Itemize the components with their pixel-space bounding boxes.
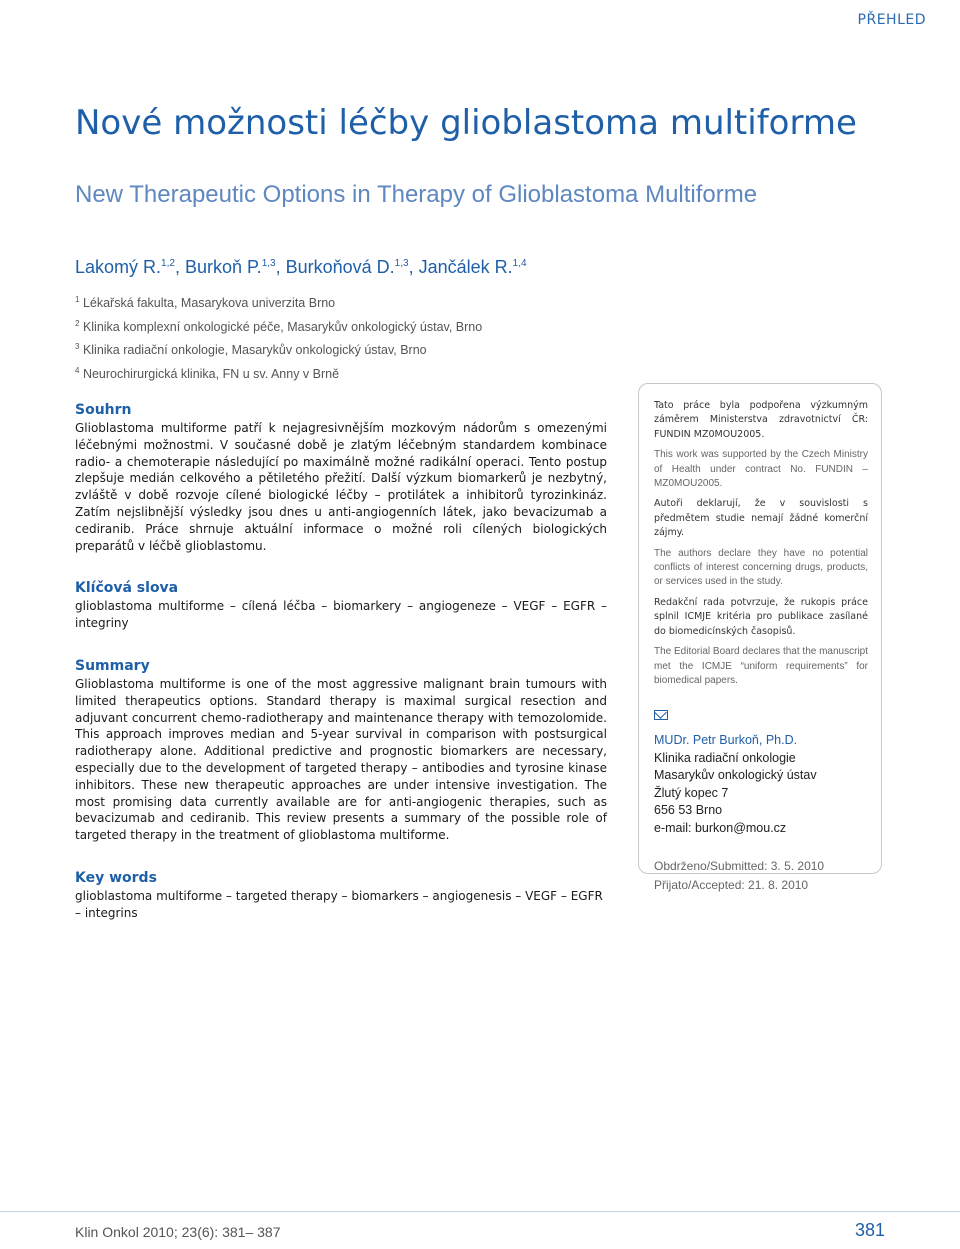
author-affiliation-ref: 1,3 <box>261 258 276 269</box>
keywords-en-text: glioblastoma multiforme – targeted therapy – biomarkers – angiogenesis – VEGF – EGFR – integrins <box>75 888 603 920</box>
author-separator: , <box>174 257 185 277</box>
footer-divider <box>0 1211 960 1212</box>
author-affiliation-ref: 1,2 <box>161 258 175 269</box>
conflict-note-en: The authors declare they have no potential conflicts of interest concerning drugs, products, or services used in the study. <box>654 547 868 588</box>
contact-line: Masarykův onkologický ústav <box>654 768 817 783</box>
abstract-en-heading: Summary <box>75 657 150 674</box>
main-column <box>75 400 607 922</box>
conflict-note-cz: Autoři deklarují, že v souvislosti s předmětem studie nemají žádné komerční zájmy. <box>654 498 868 539</box>
section-label: PŘEHLED <box>857 12 926 28</box>
author-name: Lakomý R. <box>75 257 162 277</box>
support-note-cz: Tato práce byla podpořena výzkumným záměrem Ministerstva zdravotnictví ČR: FUNDIN MZ0MOU2005. <box>654 400 868 440</box>
abstract-en-text: Glioblastoma multiforme is one of the most aggressive malignant brain tumours with limited therapeutics options. Standard therapy is maximal surgical resection and adjuvant concurrent chemo-radiotherapy and maintenance therapy with temozolomide. This approach improves median and 5-year survival in comparison with postsurgical radiotherapy alone. Additional predictive and prognostic biomarkers are necessary, especially due to the development of targeted therapy – antibodies and tyrosine kinase inhibitors. These new therapeutic approaches are under intensive investigation. The most promising data currently available are for anti-angiogenic therapies, such as bevacizumab and cediranib. This review presents a summary of the possible role of targeted therapy in the treatment of glioblastoma multiforme. <box>75 676 607 843</box>
mail-icon <box>654 710 668 720</box>
abstract-cz-text: Glioblastoma multiforme patří k nejagresivnějším mozkovým nádorům s omezenými léčebnými možnostmi. V současné době je zlatým léčebným standardem kombinace radio- a chemoterapie následující po maximálně možné radikální operaci. Tento postup zlepšuje medián celkového a pětiletého přežití. Další výzkum biomarkerů je nezbytný, zvláště v době rozvoje cílené biologické léčby – protilátek a inhibitorů tyrozinkináz. Zatím nejslibnější výsledky jsou dnes u anti-angiogenních látek, jako bevacizumab a cediranib. Práce shrnuje aktuální informace o možné roli cílených biologických preparátů v léčbě glioblastomu. <box>75 421 607 553</box>
affiliation-text: Lékařská fakulta, Masarykova univerzita Brno <box>82 296 336 311</box>
keywords-en-heading: Key words <box>75 869 157 886</box>
author-name: Jančálek R. <box>418 257 513 277</box>
author-name: Burkoň P. <box>184 257 262 277</box>
contact-line: Klinika radiační onkologie <box>654 750 796 765</box>
affiliation-text: Klinika radiační onkologie, Masarykův onkologický ústav, Brno <box>82 343 427 358</box>
affiliation-text: Klinika komplexní onkologické péče, Masarykův onkologický ústav, Brno <box>82 319 483 334</box>
board-note-en: The Editorial Board declares that the manuscript met the ICMJE “uniform requirements” for biomedical papers. <box>654 646 868 686</box>
article-title-cz: Nové možnosti léčby glioblastoma multiforme <box>75 103 857 143</box>
author-separator: , <box>275 257 286 277</box>
article-title-en: New Therapeutic Options in Therapy of Glioblastoma Multiforme <box>75 181 758 208</box>
affiliation-number: 3 <box>75 342 80 352</box>
keywords-cz-text: glioblastoma multiforme – cílená léčba – biomarkery – angiogeneze – VEGF – EGFR – integriny <box>75 599 607 631</box>
author-name: Burkoňová D. <box>285 257 395 277</box>
correspondence-address <box>654 732 868 837</box>
author-affiliation-ref: 1,4 <box>512 258 527 269</box>
affiliation-item <box>75 337 482 361</box>
author-affiliation-ref: 1,3 <box>394 258 409 269</box>
affiliation-item <box>75 314 482 338</box>
affiliation-list <box>75 290 482 385</box>
author-separator: , <box>408 257 419 277</box>
keywords-cz-heading: Klíčová slova <box>75 580 179 597</box>
journal-citation: Klin Onkol 2010; 23(6): 381– 387 <box>75 1224 281 1240</box>
contact-name: MUDr. Petr Burkoň, Ph.D. <box>654 733 798 748</box>
support-note-en: This work was supported by the Czech Ministry of Health under contract No. FUNDIN – MZ0MOU2005. <box>654 449 868 490</box>
affiliation-number: 1 <box>75 295 80 304</box>
contact-line: 656 53 Brno <box>654 803 723 818</box>
abstract-cz-heading: Souhrn <box>75 402 132 418</box>
affiliation-item <box>75 361 482 385</box>
affiliation-text: Neurochirurgická klinika, FN u sv. Anny v Brně <box>82 367 340 382</box>
author-list <box>75 257 527 278</box>
board-note-cz: Redakční rada potvrzuje, že rukopis práce splnil ICMJE kritéria pro publikace zasílané do biomedicínských časopisů. <box>654 596 868 637</box>
contact-email[interactable]: e-mail: burkon@mou.cz <box>654 820 787 835</box>
affiliation-number: 4 <box>75 365 80 375</box>
manuscript-dates <box>654 857 868 894</box>
contact-line: Žlutý kopec 7 <box>654 785 729 800</box>
page-number: 381 <box>854 1220 885 1240</box>
affiliation-number: 2 <box>75 318 80 328</box>
affiliation-item <box>75 290 482 314</box>
accepted-date: Přijato/Accepted: 21. 8. 2010 <box>654 877 809 892</box>
info-sidebar <box>638 383 882 892</box>
submitted-date: Obdrženo/Submitted: 3. 5. 2010 <box>654 859 825 874</box>
